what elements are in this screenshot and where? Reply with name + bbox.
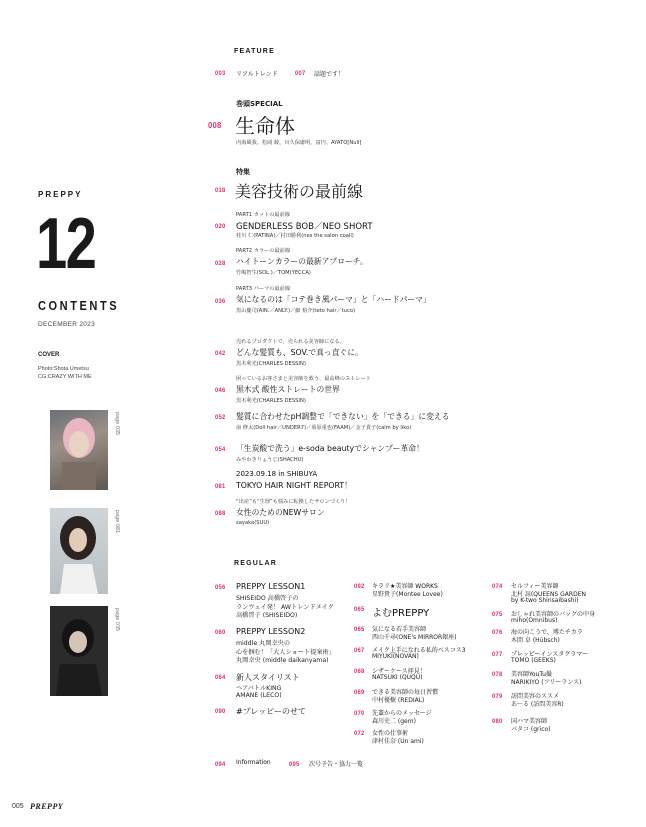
regular-col2-page: 069 (354, 689, 365, 696)
other-title-4[interactable]: 「生炭酸で洗う」e-soda beautyでシャンプー革命！ (236, 444, 424, 453)
regular-col3-page: 079 (492, 693, 503, 700)
feature-title-2[interactable]: 話題です！ (314, 71, 345, 78)
page-ref-3: page 035 (114, 608, 120, 632)
regular-col1-sub: ランウェイ発！ AWトレンドメイク (236, 603, 334, 611)
feature-heading: FEATURE (234, 48, 275, 55)
regular-col1-sub: middle 丸岡幸央の (236, 640, 291, 647)
regular-col1-sub: 高橋啓子 (SHISEIDO) (236, 612, 298, 619)
regular-col2-sub: 森川史二 (gem) (372, 718, 416, 725)
regular-col1-page: 060 (215, 629, 226, 636)
regular-col3-page: 077 (492, 651, 503, 658)
regular-col2-page: 065 (354, 606, 365, 613)
other-title-6[interactable]: 女性のためのNEWサロン (236, 508, 325, 517)
regular-col1-page: 064 (215, 674, 226, 681)
regular-col3-sub: あ～る (訪問美容R) (511, 701, 564, 708)
regular-col2-title[interactable]: 女性の仕事術 (372, 730, 409, 737)
special-page: 008 (208, 120, 222, 130)
regular-col2-page: 072 (354, 730, 365, 737)
cover-photo-3 (50, 606, 108, 696)
other-credit-4: みやわきりょうじ(SHACHU) (236, 457, 304, 463)
other-title-5[interactable]: TOKYO HAIR NIGHT REPORT！ (236, 481, 352, 490)
cover-label: COVER (38, 352, 60, 358)
other-title-3[interactable]: 髪質に合わせたpH調整で「できない」を「できる」に変える (236, 412, 450, 421)
tokushu-page: 018 (215, 187, 226, 194)
regular-col1-sub: ヘアバトルKING (236, 685, 282, 692)
regular-col3-sub: パタコ (grico) (511, 726, 551, 733)
feature-title-1[interactable]: リアルトレンド (236, 71, 278, 78)
other-credit-1: 黒木利光(CHARLES DESSIN) (236, 361, 306, 367)
special-label: 巻頭SPECIAL (236, 100, 283, 108)
page-ref-2: page 081 (114, 510, 120, 534)
other-credit-3: 南 修太(Doll hair／UNDER7)／菊原重也(FAAM)／金子貴子(calm by liko) (236, 425, 412, 431)
regular-col2-page: 070 (354, 710, 365, 717)
tok-title-3[interactable]: 気になるのは「コテ巻き風パーマ」と「ハードパーマ」 (236, 295, 431, 304)
regular-col3-title[interactable]: 海の向こうで、博たチカラ (511, 629, 583, 636)
page-ref-1: page 035 (114, 412, 120, 436)
tok-part-3: PART3 パーマの最前線 (236, 286, 291, 292)
regular-col3-sub: by K-two Shinsaibashi) (511, 596, 579, 604)
cover-cg-credit: CG:CRAZY WITH ME (38, 374, 92, 380)
regular-col2-title[interactable]: できる美容師の毎日習慣 (372, 689, 439, 696)
regular-col1-sub: AMANE (LECO) (236, 691, 282, 699)
regular-footer-title[interactable]: Information (236, 759, 271, 766)
tok-page-1: 020 (215, 223, 226, 230)
regular-col3-title[interactable]: 国ハマ美容師 (511, 718, 548, 725)
other-title-2[interactable]: 黒木式 酸性ストレートの世界 (236, 385, 340, 394)
tokushu-title[interactable]: 美容技術の最前線 (235, 182, 364, 201)
regular-col3-page: 075 (492, 611, 503, 618)
other-page-4: 054 (215, 446, 226, 453)
folio-page: 005 (12, 803, 24, 810)
regular-col3-page: 078 (492, 671, 503, 678)
regular-col3-title[interactable]: セルフィー美容師 (511, 583, 559, 590)
cover-photo-1 (50, 410, 108, 490)
regular-col2-title[interactable]: キラリ★美容師 WORKS (372, 583, 438, 590)
feature-page-1: 003 (215, 70, 226, 77)
regular-footer-page: 095 (289, 761, 300, 768)
other-page-1: 042 (215, 350, 226, 357)
other-page-5: 081 (215, 483, 226, 490)
regular-col3-page: 076 (492, 629, 503, 636)
other-credit-2: 黒木利光(CHARLES DESSIN) (236, 398, 306, 404)
cover-photo-credit: Photo:Shota Umetsu (38, 366, 89, 372)
tok-credit-2: 竹嶋智生(SOL.)／TOM(YECCA) (236, 270, 311, 276)
regular-col1-title[interactable]: 新人スタイリスト (236, 673, 300, 682)
regular-col3-page: 080 (492, 718, 503, 725)
regular-col2-sub: 中村優樹 (REDIAL) (372, 697, 425, 704)
regular-col2-page: 065 (354, 626, 365, 633)
regular-col2-title[interactable]: シザーケース拝見！ (372, 668, 426, 675)
regular-col3-sub: TOMO (GEEKS) (511, 657, 556, 664)
other-lead-2: 困っているお客さまと美容師を救う、最高峰のストレート (236, 376, 371, 382)
folio-brand: PREPPY (30, 802, 64, 811)
cover-photo-2 (50, 508, 108, 594)
regular-col3-title[interactable]: プレッピーインスタグラマー (511, 651, 589, 658)
regular-col1-title[interactable]: PREPPY LESSON1 (236, 582, 306, 591)
regular-col2-sub: NATSUKI (QUQU) (372, 674, 423, 681)
regular-col3-sub: NARIKIYO (フリーランス) (511, 679, 582, 686)
issue-number: 12 (36, 204, 96, 284)
issue-date: DECEMBER 2023 (38, 321, 96, 328)
other-page-3: 052 (215, 414, 226, 421)
special-title[interactable]: 生命体 (235, 114, 295, 138)
regular-footer-title[interactable]: 次号予告・協力一覧 (309, 761, 364, 768)
regular-col1-title[interactable]: #プレッピーのせて (236, 707, 306, 716)
other-lead-5: 2023.09.18 in SHIBUYA (236, 470, 318, 478)
other-title-1[interactable]: どんな髪質も、SOV.で真っ直ぐに。 (236, 348, 363, 357)
regular-col3-sub: 木間 卓 (Hübsch) (511, 637, 560, 644)
other-page-6: 088 (215, 510, 226, 517)
regular-col2-title[interactable]: 気になる若手美容師 (372, 626, 427, 633)
tok-page-2: 028 (215, 260, 226, 267)
tok-part-2: PART2 カラーの最前線 (236, 248, 291, 254)
feature-page-2: 007 (295, 70, 306, 77)
regular-col3-title[interactable]: 美容師YouTu撮 (511, 671, 552, 678)
other-lead-6: “出産”も“生理”も悩みに転換したサロンづくり！ (236, 499, 351, 505)
regular-col3-title[interactable]: おしゃれ美容師のバッグの中身 (511, 611, 596, 618)
regular-col3-sub: miho(Omnibus) (511, 617, 558, 624)
regular-col3-sub: 北村 諒(QUEENS GARDEN (511, 591, 586, 598)
tok-title-2[interactable]: ハイトーンカラーの最新アプローチ。 (236, 257, 368, 266)
regular-col2-sub: 西山千尋(ONE's MIRROR銀座) (372, 634, 457, 641)
other-credit-6: sayaka(SUU) (236, 520, 270, 526)
regular-col1-sub: 丸岡幸央 (middle daikanyama) (236, 657, 329, 664)
tok-credit-1: 桂川 仁(PATINA)／村田勝利(nes the salon coall) (236, 233, 354, 239)
regular-col2-page: 067 (354, 647, 365, 654)
contents-label: CONTENTS (38, 298, 120, 313)
regular-col2-page: 092 (354, 583, 365, 590)
brand-label: PREPPY (38, 190, 83, 199)
regular-col3-title[interactable]: 訪問美容のススメ (511, 693, 560, 700)
regular-col2-title[interactable]: よむPREPPY (372, 608, 430, 619)
special-credits: 内海風我、松岡 綾、川久保庸明、富円、AYATO[Null] (236, 140, 362, 146)
regular-col2-sub: MIYUKI(NOVAN) (372, 653, 419, 660)
regular-col2-page: 068 (354, 668, 365, 675)
regular-col1-page: 056 (215, 584, 226, 591)
regular-col2-sub: 津村佳奈 (Un ami) (372, 738, 424, 745)
regular-col1-sub: 心を掴む！「大人ショート提案術」 (236, 648, 335, 656)
regular-col2-sub: 星野貴子(Montee Lovee) (372, 591, 443, 598)
regular-col3-page: 074 (492, 583, 503, 590)
tok-title-1[interactable]: GENDERLESS BOB／NEO SHORT (236, 222, 373, 232)
tok-credit-3: 黒山慶司(AIN.／ANLY.)／細 裕介(teto hair／tuco) (236, 308, 356, 314)
tokushu-label: 特集 (236, 168, 250, 176)
regular-col2-title[interactable]: 先輩からのメッセージ (372, 710, 432, 717)
tok-part-1: PART1 カットの最前線 (236, 212, 290, 218)
regular-col2-title[interactable]: メイク上手になれる私的ベスコス3 (372, 647, 466, 654)
regular-footer-page: 094 (215, 761, 226, 768)
regular-heading: REGULAR (234, 560, 278, 567)
regular-col1-sub: SHISEIDO 高橋啓子の (236, 595, 299, 602)
other-lead-1: 売れるプロダクトで、売られる美容師になる。 (236, 339, 345, 345)
regular-col1-title[interactable]: PREPPY LESSON2 (236, 627, 306, 636)
other-page-2: 046 (215, 387, 226, 394)
tok-page-3: 036 (215, 298, 226, 305)
regular-col1-page: 090 (215, 708, 226, 715)
